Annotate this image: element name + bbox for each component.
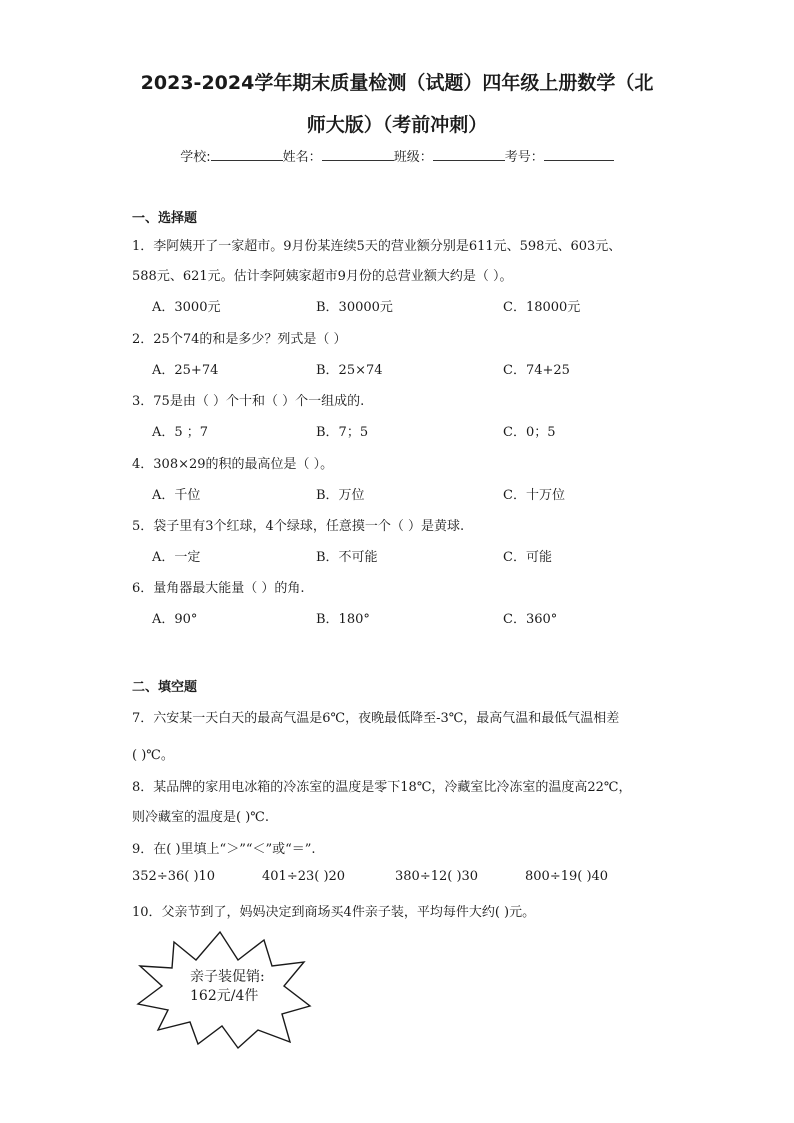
question-10-line-1: 10．父亲节到了，妈妈决定到商场买4件亲子装，平均每件大约( )元。 (132, 905, 536, 920)
class-blank (433, 148, 505, 161)
question-4-option-a: A．千位 (152, 488, 201, 503)
question-9-item-3: 380÷12( )30 (395, 869, 479, 884)
section-2-title: 二、填空题 (132, 680, 198, 695)
question-4: 4．308×29的积的最高位是（ ）。 (132, 457, 334, 472)
question-2-option-b: B．25×74 (316, 363, 383, 378)
question-8-line-2: 则冷藏室的温度是( )℃. (132, 810, 269, 825)
name-label: 姓名： (282, 150, 322, 165)
question-6: 6．量角器最大能量（ ）的角. (132, 581, 305, 596)
class-label: 班级： (393, 150, 433, 165)
name-blank (322, 148, 394, 161)
promo-line-2: 162元/4件 (190, 988, 259, 1004)
question-7-line-1: 7．六安某一天白天的最高气温是6℃，夜晚最低降至-3℃，最高气温和最低气温相差 (132, 711, 620, 726)
question-2-option-c: C．74+25 (503, 363, 570, 378)
page-title-line-2: 师大版）（考前冲刺） (306, 114, 488, 136)
number-label: 考号： (504, 150, 544, 165)
question-9-item-4: 800÷19( )40 (525, 869, 609, 884)
question-5-option-c: C．可能 (503, 550, 552, 565)
question-4-option-b: B．万位 (316, 488, 365, 503)
question-3-option-b: B．7；5 (316, 425, 369, 440)
question-6-option-b: B．180° (316, 612, 370, 627)
question-4-option-c: C．十万位 (503, 488, 565, 503)
section-1-title: 一、选择题 (132, 211, 198, 226)
question-9-item-1: 352÷36( )10 (132, 869, 216, 884)
page-title-line-1: 2023-2024学年期末质量检测（试题）四年级上册数学（北 (140, 72, 654, 94)
question-5-option-a: A．一定 (152, 550, 201, 565)
question-3-option-a: A．5 ；7 (152, 425, 209, 440)
school-label: 学校: (180, 150, 211, 165)
number-blank (544, 148, 614, 161)
promo-line-1: 亲子装促销: (190, 969, 265, 985)
question-3-option-c: C．0；5 (503, 425, 556, 440)
question-7-line-2: ( )℃。 (132, 748, 174, 763)
question-9-item-2: 401÷23( )20 (262, 869, 346, 884)
question-3: 3．75是由（ ）个十和（ ）个一组成的. (132, 394, 365, 409)
question-8-line-1: 8．某品牌的家用电冰箱的冷冻室的温度是零下18℃，冷藏室比冷冻室的温度高22℃， (132, 780, 632, 795)
question-1-option-b: B．30000元 (316, 300, 393, 315)
question-1-line-2: 588元、621元。估计李阿姨家超市9月份的总营业额大约是（ ）。 (132, 269, 513, 284)
question-2-option-a: A．25+74 (152, 363, 219, 378)
question-1-option-a: A．3000元 (152, 300, 221, 315)
question-9-line-1: 9．在( )里填上“＞”“＜”或“＝”. (132, 842, 316, 857)
question-5: 5．袋子里有3个红球，4个绿球，任意摸一个（ ）是黄球. (132, 519, 465, 534)
question-2: 2．25个74的和是多少？列式是（ ） (132, 332, 347, 347)
student-info-row (0, 146, 794, 165)
question-1-option-c: C．18000元 (503, 300, 581, 315)
question-1-line-1: 1．李阿姨开了一家超市。9月份某连续5天的营业额分别是611元、598元、603元、 (132, 239, 622, 254)
promo-text (190, 968, 265, 1006)
school-blank (211, 148, 283, 161)
question-5-option-b: B．不可能 (316, 550, 378, 565)
question-6-option-c: C．360° (503, 612, 558, 627)
question-6-option-a: A．90° (152, 612, 198, 627)
